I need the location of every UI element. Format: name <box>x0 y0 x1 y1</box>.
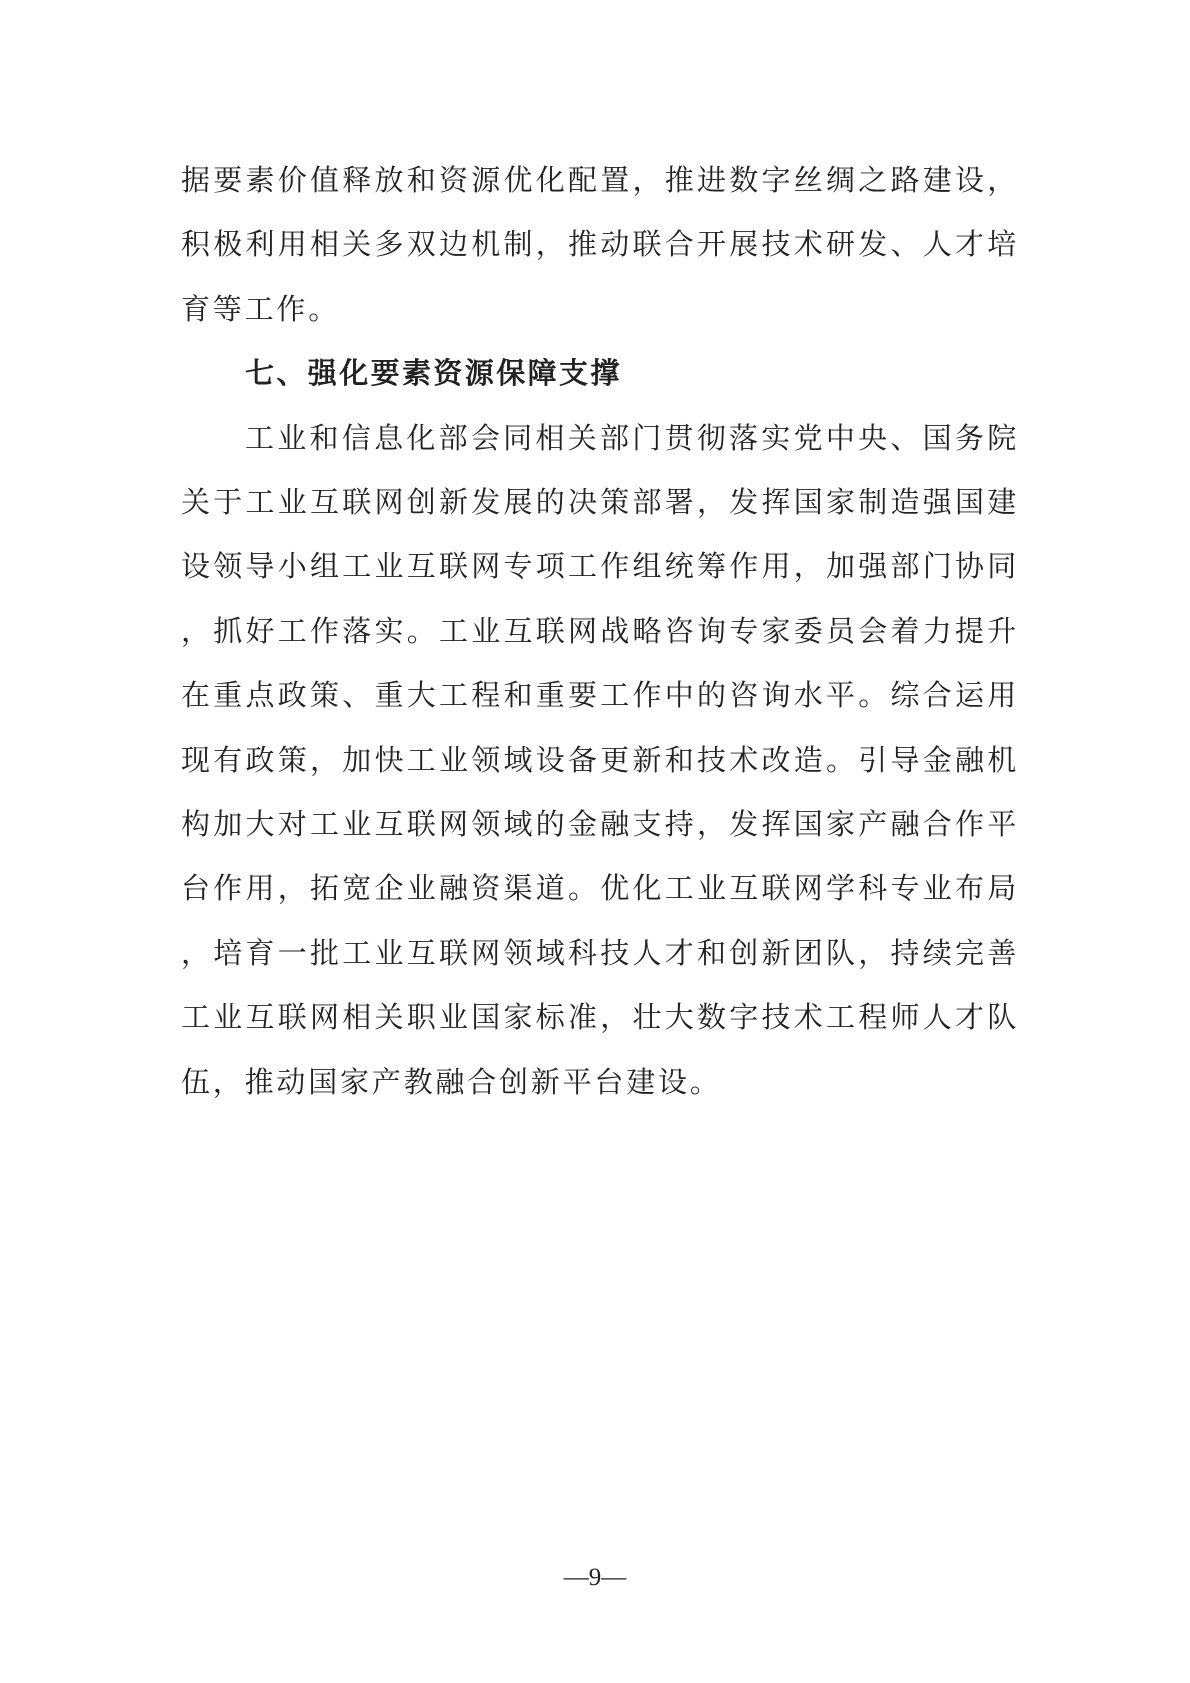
page-number: —9— <box>563 1564 627 1591</box>
section-heading: 七、强化要素资源保障支撑 <box>245 356 622 391</box>
continuation-paragraph: 据要素价值释放和资源优化配置，推进数字丝绸之路建设，积极利用相关多双边机制，推动联合开展技术研发、人才培育等工作。 <box>181 163 1019 326</box>
document-body <box>181 148 1019 1114</box>
section-paragraph: 工业和信息化部会同相关部门贯彻落实党中央、国务院关于工业互联网创新发展的决策部署，发挥国家制造强国建设领导小组工业互联网专项工作组统筹作用，加强部门协同，抓好工作落实。工业互联网战略咨询专家委员会着力提升在重点政策、重大工程和重要工作中的咨询水平。综合运用现有政策，加快工业领域设备更新和技术改造。引导金融机构加大对工业互联网领域的金融支持，发挥国家产融合作平台作用，拓宽企业融资渠道。优化工业互联网学科专业布局，培育一批工业互联网领域科技人才和创新团队，持续完善工业互联网相关职业国家标准，壮大数字技术工程师人才队伍，推动国家产教融合创新平台建设。 <box>181 420 1019 1099</box>
